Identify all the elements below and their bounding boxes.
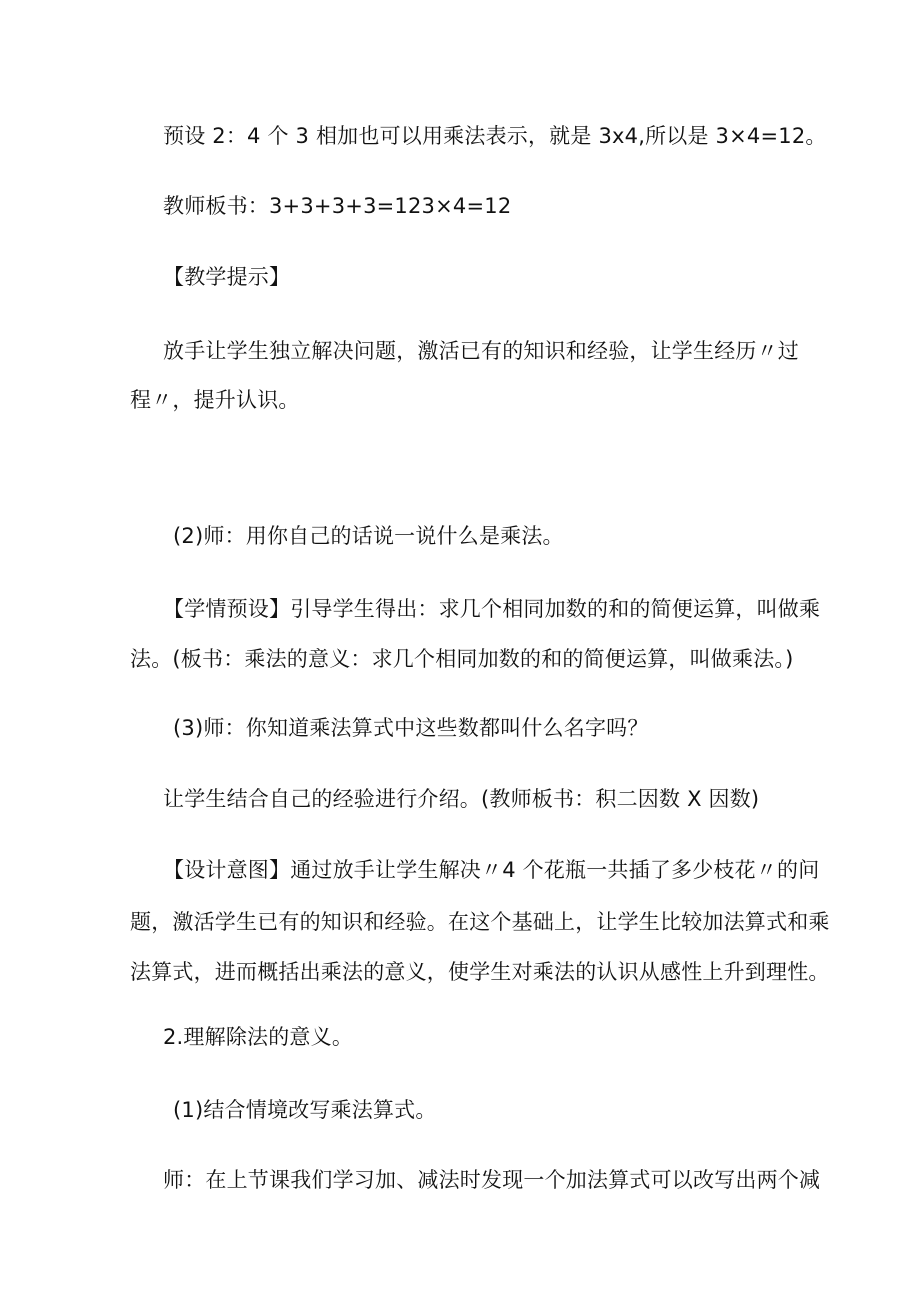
student-intro-line: 让学生结合自己的经验进行介绍。(教师板书：积二因数 X 因数): [163, 787, 760, 811]
design-intent-line-3: 法算式，进而概括出乘法的意义，使学生对乘法的认识从感性上升到理性。: [130, 960, 830, 984]
teaching-tip-line-2: 程〃，提升认识。: [130, 388, 300, 412]
teacher-board-line: 教师板书：3+3+3+3=123×4=12: [163, 194, 512, 218]
preset-2-line: 预设 2：4 个 3 相加也可以用乘法表示，就是 3x4,所以是 3×4=12。: [163, 124, 827, 148]
question-2-line: (2)师：用你自己的话说一说什么是乘法。: [173, 524, 564, 548]
teacher-speech-line: 师：在上节课我们学习加、减法时发现一个加法算式可以改写出两个减: [163, 1168, 821, 1192]
division-step-1: (1)结合情境改写乘法算式。: [173, 1098, 437, 1122]
teaching-tip-heading: 【教学提示】: [163, 265, 291, 289]
teaching-tip-line-1: 放手让学生独立解决问题，激活已有的知识和经验，让学生经历〃过: [163, 339, 799, 363]
design-intent-line-1: 【设计意图】通过放手让学生解决〃4 个花瓶一共插了多少枝花〃的问: [163, 858, 820, 882]
learning-preset-line-1: 【学情预设】引导学生得出：求几个相同加数的和的简便运算，叫做乘: [163, 597, 821, 621]
learning-preset-line-2: 法。(板书：乘法的意义：求几个相同加数的和的简便运算，叫做乘法。): [130, 647, 794, 671]
division-section-title: 2.理解除法的意义。: [163, 1025, 354, 1049]
question-3-line: (3)师：你知道乘法算式中这些数都叫什么名字吗？: [173, 716, 649, 740]
design-intent-line-2: 题，激活学生已有的知识和经验。在这个基础上，让学生比较加法算式和乘: [130, 910, 830, 934]
